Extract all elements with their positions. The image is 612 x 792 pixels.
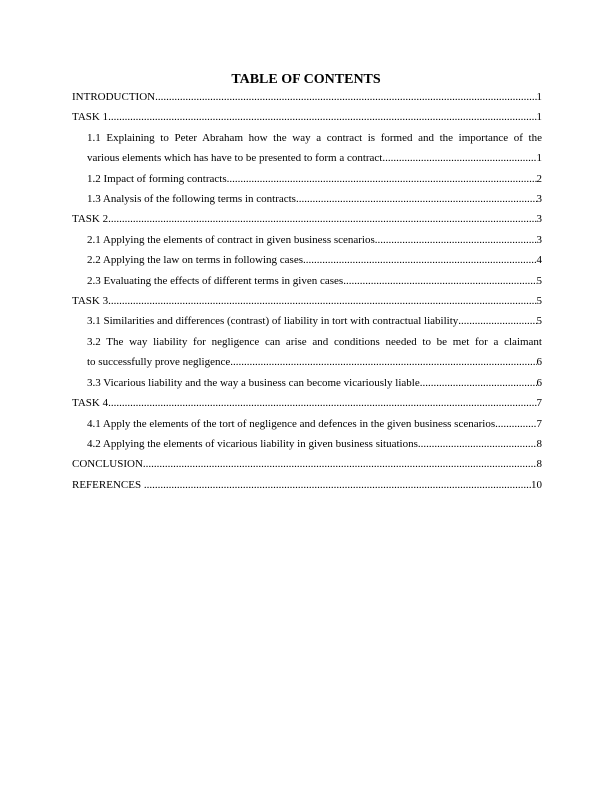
- toc-dot-leader: [303, 250, 537, 270]
- toc-entry-task-2[interactable]: [72, 209, 542, 229]
- toc-dot-leader: [108, 291, 536, 311]
- toc-entry-3-3[interactable]: [72, 373, 542, 393]
- toc-dot-leader: [343, 271, 536, 291]
- toc-entry-task-1[interactable]: [72, 107, 542, 127]
- toc-entry-text: 1.2 Impact of forming contracts: [87, 172, 227, 185]
- toc-list: [72, 87, 542, 495]
- toc-entry-3-2[interactable]: [72, 332, 542, 373]
- toc-page-number: 8: [536, 458, 542, 471]
- toc-entry-text: TASK 1: [72, 111, 109, 124]
- toc-entry-text: TASK 2: [72, 213, 109, 226]
- toc-dot-leader: [382, 148, 536, 168]
- toc-dot-leader: [108, 393, 536, 413]
- toc-entry-2-1[interactable]: [72, 230, 542, 250]
- toc-entry-3-1[interactable]: [72, 311, 542, 331]
- toc-entry-text: TASK 4: [72, 397, 109, 410]
- toc-page-number: 6: [536, 376, 542, 389]
- toc-entry-references[interactable]: [72, 475, 542, 495]
- toc-entry-text-line1: 3.2 The way liability for negligence can arise and conditions needed to be met for a claimant: [87, 335, 542, 348]
- toc-entry-1-2[interactable]: [72, 169, 542, 189]
- toc-entry-text: 2.3 Evaluating the effects of different terms in given cases: [87, 274, 344, 287]
- toc-dot-leader: [108, 107, 536, 127]
- toc-page-number: 10: [531, 478, 542, 491]
- toc-entry-text: 2.1 Applying the elements of contract in given business scenarios: [87, 233, 375, 246]
- toc-entry-text: 4.1 Apply the elements of the tort of negligence and defences in the given business scenarios: [87, 417, 496, 430]
- toc-page-number: 3: [536, 213, 542, 226]
- toc-dot-leader: [144, 475, 531, 495]
- toc-page-number: 7: [536, 417, 542, 430]
- toc-dot-leader: [155, 87, 536, 107]
- toc-dot-leader: [227, 169, 537, 189]
- toc-entry-text: TASK 3: [72, 295, 109, 308]
- toc-page-number: 6: [536, 356, 542, 369]
- toc-page-number: 2: [536, 172, 542, 185]
- toc-page-number: 5: [536, 315, 542, 328]
- toc-entry-text: CONCLUSION: [72, 458, 143, 471]
- toc-entry-4-1[interactable]: [72, 414, 542, 434]
- toc-entry-2-3[interactable]: [72, 271, 542, 291]
- toc-title: TABLE OF CONTENTS: [231, 72, 381, 87]
- toc-page-number: 1: [536, 152, 542, 165]
- toc-entry-text-line1: 1.1 Explaining to Peter Abraham how the way a contract is formed and the importance of the: [87, 131, 542, 144]
- toc-entry-text: INTRODUCTION: [72, 91, 156, 103]
- toc-entry-4-2[interactable]: [72, 434, 542, 454]
- toc-dot-leader: [458, 311, 536, 331]
- toc-entry-2-2[interactable]: [72, 250, 542, 270]
- toc-page-number: 3: [536, 233, 542, 246]
- toc-page-number: 5: [536, 274, 542, 287]
- toc-dot-leader: [143, 454, 537, 474]
- toc-page-number: 3: [536, 193, 542, 206]
- toc-entry-text: 3.3 Vicarious liability and the way a business can become vicariously liable: [87, 376, 420, 389]
- toc-dot-leader: [420, 373, 537, 393]
- toc-entry-task-3[interactable]: [72, 291, 542, 311]
- toc-entry-text: 3.1 Similarities and differences (contrast) of liability in tort with contractual liability: [87, 315, 459, 328]
- toc-entry-text-line2: various elements which has have to be presented to form a contract: [87, 152, 383, 165]
- toc-page-number: 8: [536, 437, 542, 450]
- toc-page-number: 7: [536, 397, 542, 410]
- toc-page-number: 5: [536, 295, 542, 308]
- toc-dot-leader: [418, 434, 537, 454]
- toc-entry-text: 2.2 Applying the law on terms in following cases: [87, 254, 303, 267]
- toc-dot-leader: [375, 230, 537, 250]
- toc-entry-task-4[interactable]: [72, 393, 542, 413]
- toc-entry-text: 4.2 Applying the elements of vicarious liability in given business situations: [87, 437, 418, 450]
- toc-entry-text: 1.3 Analysis of the following terms in contracts: [87, 193, 296, 206]
- toc-page-number: 4: [536, 254, 542, 267]
- toc-entry-text: REFERENCES: [72, 478, 144, 491]
- toc-dot-leader: [495, 414, 536, 434]
- toc-page-number: 1: [536, 111, 542, 124]
- toc-entry-1-1[interactable]: [72, 128, 542, 169]
- toc-page-number: 1: [536, 91, 542, 103]
- toc-entry-conclusion[interactable]: [72, 454, 542, 474]
- toc-dot-leader: [108, 209, 536, 229]
- toc-dot-leader: [230, 352, 536, 372]
- toc-entry-1-3[interactable]: [72, 189, 542, 209]
- toc-entry-text-line2: to successfully prove negligence: [87, 356, 231, 369]
- toc-entry-introduction[interactable]: [72, 87, 542, 107]
- toc-dot-leader: [296, 189, 537, 209]
